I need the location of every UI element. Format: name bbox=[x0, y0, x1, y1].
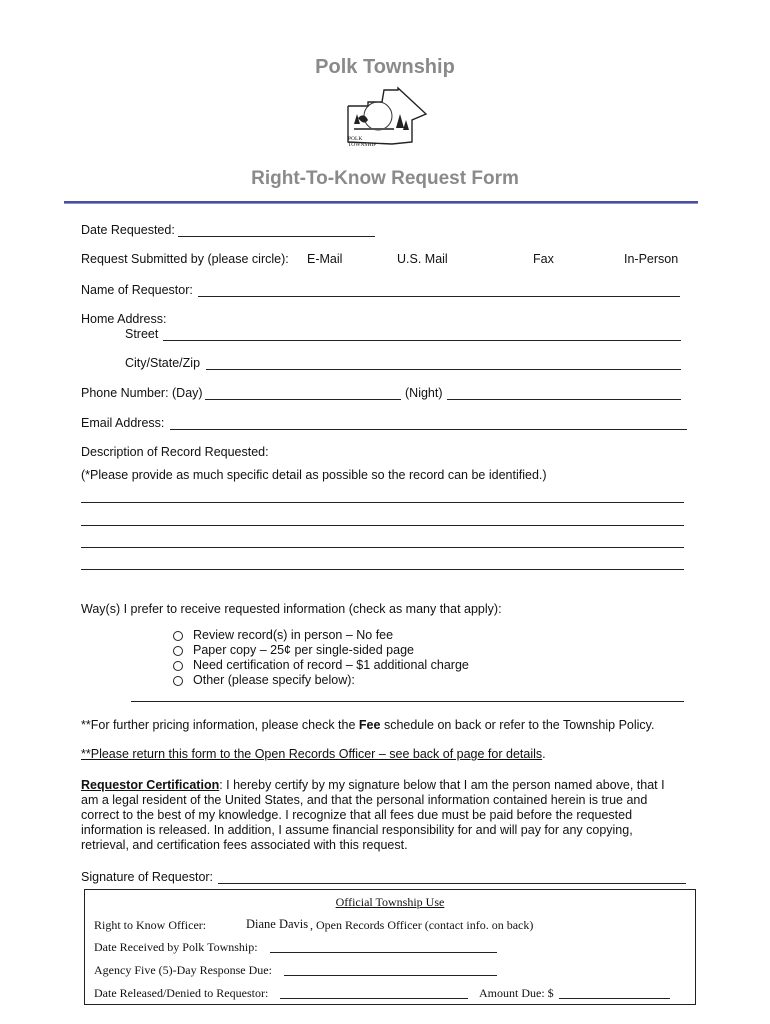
other-specify-field[interactable] bbox=[131, 701, 684, 702]
org-name: Polk Township bbox=[315, 56, 455, 78]
option-label: Paper copy – 25¢ per single-sided page bbox=[193, 643, 414, 657]
method-fax[interactable]: Fax bbox=[533, 252, 554, 266]
date-received-field[interactable] bbox=[270, 952, 497, 953]
submitted-by-label: Request Submitted by (please circle): bbox=[81, 252, 289, 266]
description-line[interactable] bbox=[81, 569, 684, 570]
logo-text-line1: POLK bbox=[348, 136, 363, 142]
radio-circle-icon[interactable] bbox=[173, 631, 183, 641]
requestor-name-label: Name of Requestor: bbox=[81, 283, 193, 297]
date-released-label: Date Released/Denied to Requestor: bbox=[94, 986, 269, 1000]
option-label: Review record(s) in person – No fee bbox=[193, 628, 394, 642]
officer-label: Right to Know Officer: bbox=[94, 918, 207, 932]
option-paper-copy[interactable] bbox=[173, 643, 414, 658]
home-address-label: Home Address: bbox=[81, 312, 167, 326]
requestor-name-field[interactable] bbox=[198, 296, 680, 297]
description-line[interactable] bbox=[81, 502, 684, 503]
fee-emphasis: Fee bbox=[358, 718, 381, 732]
description-hint: (*Please provide as much specific detail as possible so the record can be identified.) bbox=[81, 468, 547, 482]
officer-name: Diane Davis bbox=[246, 917, 309, 931]
response-due-field[interactable] bbox=[284, 975, 497, 976]
signature-label: Signature of Requestor: bbox=[81, 870, 214, 884]
title-divider bbox=[64, 201, 698, 204]
phone-day-field[interactable] bbox=[205, 399, 401, 400]
ways-label: Way(s) I prefer to receive requested information (check as many that apply): bbox=[81, 602, 502, 616]
method-in-person[interactable]: In-Person bbox=[624, 252, 679, 266]
city-state-zip-field[interactable] bbox=[206, 369, 681, 370]
date-received-label: Date Received by Polk Township: bbox=[94, 940, 258, 954]
official-use-heading: Official Township Use bbox=[335, 895, 445, 909]
date-requested-field[interactable] bbox=[178, 236, 375, 237]
street-field[interactable] bbox=[163, 340, 681, 341]
method-email[interactable]: E-Mail bbox=[307, 252, 343, 266]
description-line[interactable] bbox=[81, 525, 684, 526]
pricing-note bbox=[81, 718, 654, 732]
return-note bbox=[81, 747, 546, 761]
amount-due-label: Amount Due: $ bbox=[479, 986, 554, 1000]
officer-role: , Open Records Officer (contact info. on back) bbox=[310, 918, 534, 932]
radio-circle-icon[interactable] bbox=[173, 661, 183, 671]
phone-day-label: Phone Number: (Day) bbox=[81, 386, 203, 400]
date-requested-label: Date Requested: bbox=[81, 223, 175, 237]
logo-text-line2: TOWNSHIP bbox=[348, 142, 377, 148]
return-note-text: **Please return this form to the Open Records Officer – see back of page for details bbox=[81, 747, 543, 761]
pricing-note-text: **For further pricing information, please check the bbox=[81, 718, 359, 732]
date-released-field[interactable] bbox=[280, 998, 468, 999]
certification-paragraph bbox=[81, 778, 681, 853]
method-us-mail[interactable]: U.S. Mail bbox=[397, 252, 448, 266]
street-label: Street bbox=[125, 327, 159, 341]
radio-circle-icon[interactable] bbox=[173, 676, 183, 686]
phone-night-label: (Night) bbox=[405, 386, 443, 400]
option-review-in-person[interactable] bbox=[173, 628, 393, 643]
email-label: Email Address: bbox=[81, 416, 165, 430]
amount-due-field[interactable] bbox=[559, 998, 670, 999]
email-field[interactable] bbox=[170, 429, 687, 430]
option-certification[interactable] bbox=[173, 658, 469, 673]
description-label: Description of Record Requested: bbox=[81, 445, 269, 459]
phone-night-field[interactable] bbox=[447, 399, 681, 400]
option-label: Other (please specify below): bbox=[193, 673, 355, 687]
certification-text: : I hereby certify by my signature below that I am the person named above, that I am a legal resident of the United States, and that the personal information contained herein is true and correct to the best of my knowledge. I recognize that all fees due must be paid before the requested information is released. In addition, I assume financial responsibility for and will pay for any copying, retrieval, and certification fees associated with this request. bbox=[81, 778, 665, 852]
certification-heading: Requestor Certification bbox=[81, 778, 220, 792]
option-label: Need certification of record – $1 additional charge bbox=[193, 658, 469, 672]
return-note-end: . bbox=[542, 747, 546, 761]
township-logo bbox=[340, 84, 430, 154]
city-state-zip-label: City/State/Zip bbox=[125, 356, 201, 370]
option-other[interactable] bbox=[173, 673, 355, 688]
form-title: Right-To-Know Request Form bbox=[251, 168, 519, 189]
radio-circle-icon[interactable] bbox=[173, 646, 183, 656]
signature-field[interactable] bbox=[218, 883, 686, 884]
pricing-note-text: schedule on back or refer to the Township Policy. bbox=[380, 718, 655, 732]
description-line[interactable] bbox=[81, 547, 684, 548]
response-due-label: Agency Five (5)-Day Response Due: bbox=[94, 963, 272, 977]
